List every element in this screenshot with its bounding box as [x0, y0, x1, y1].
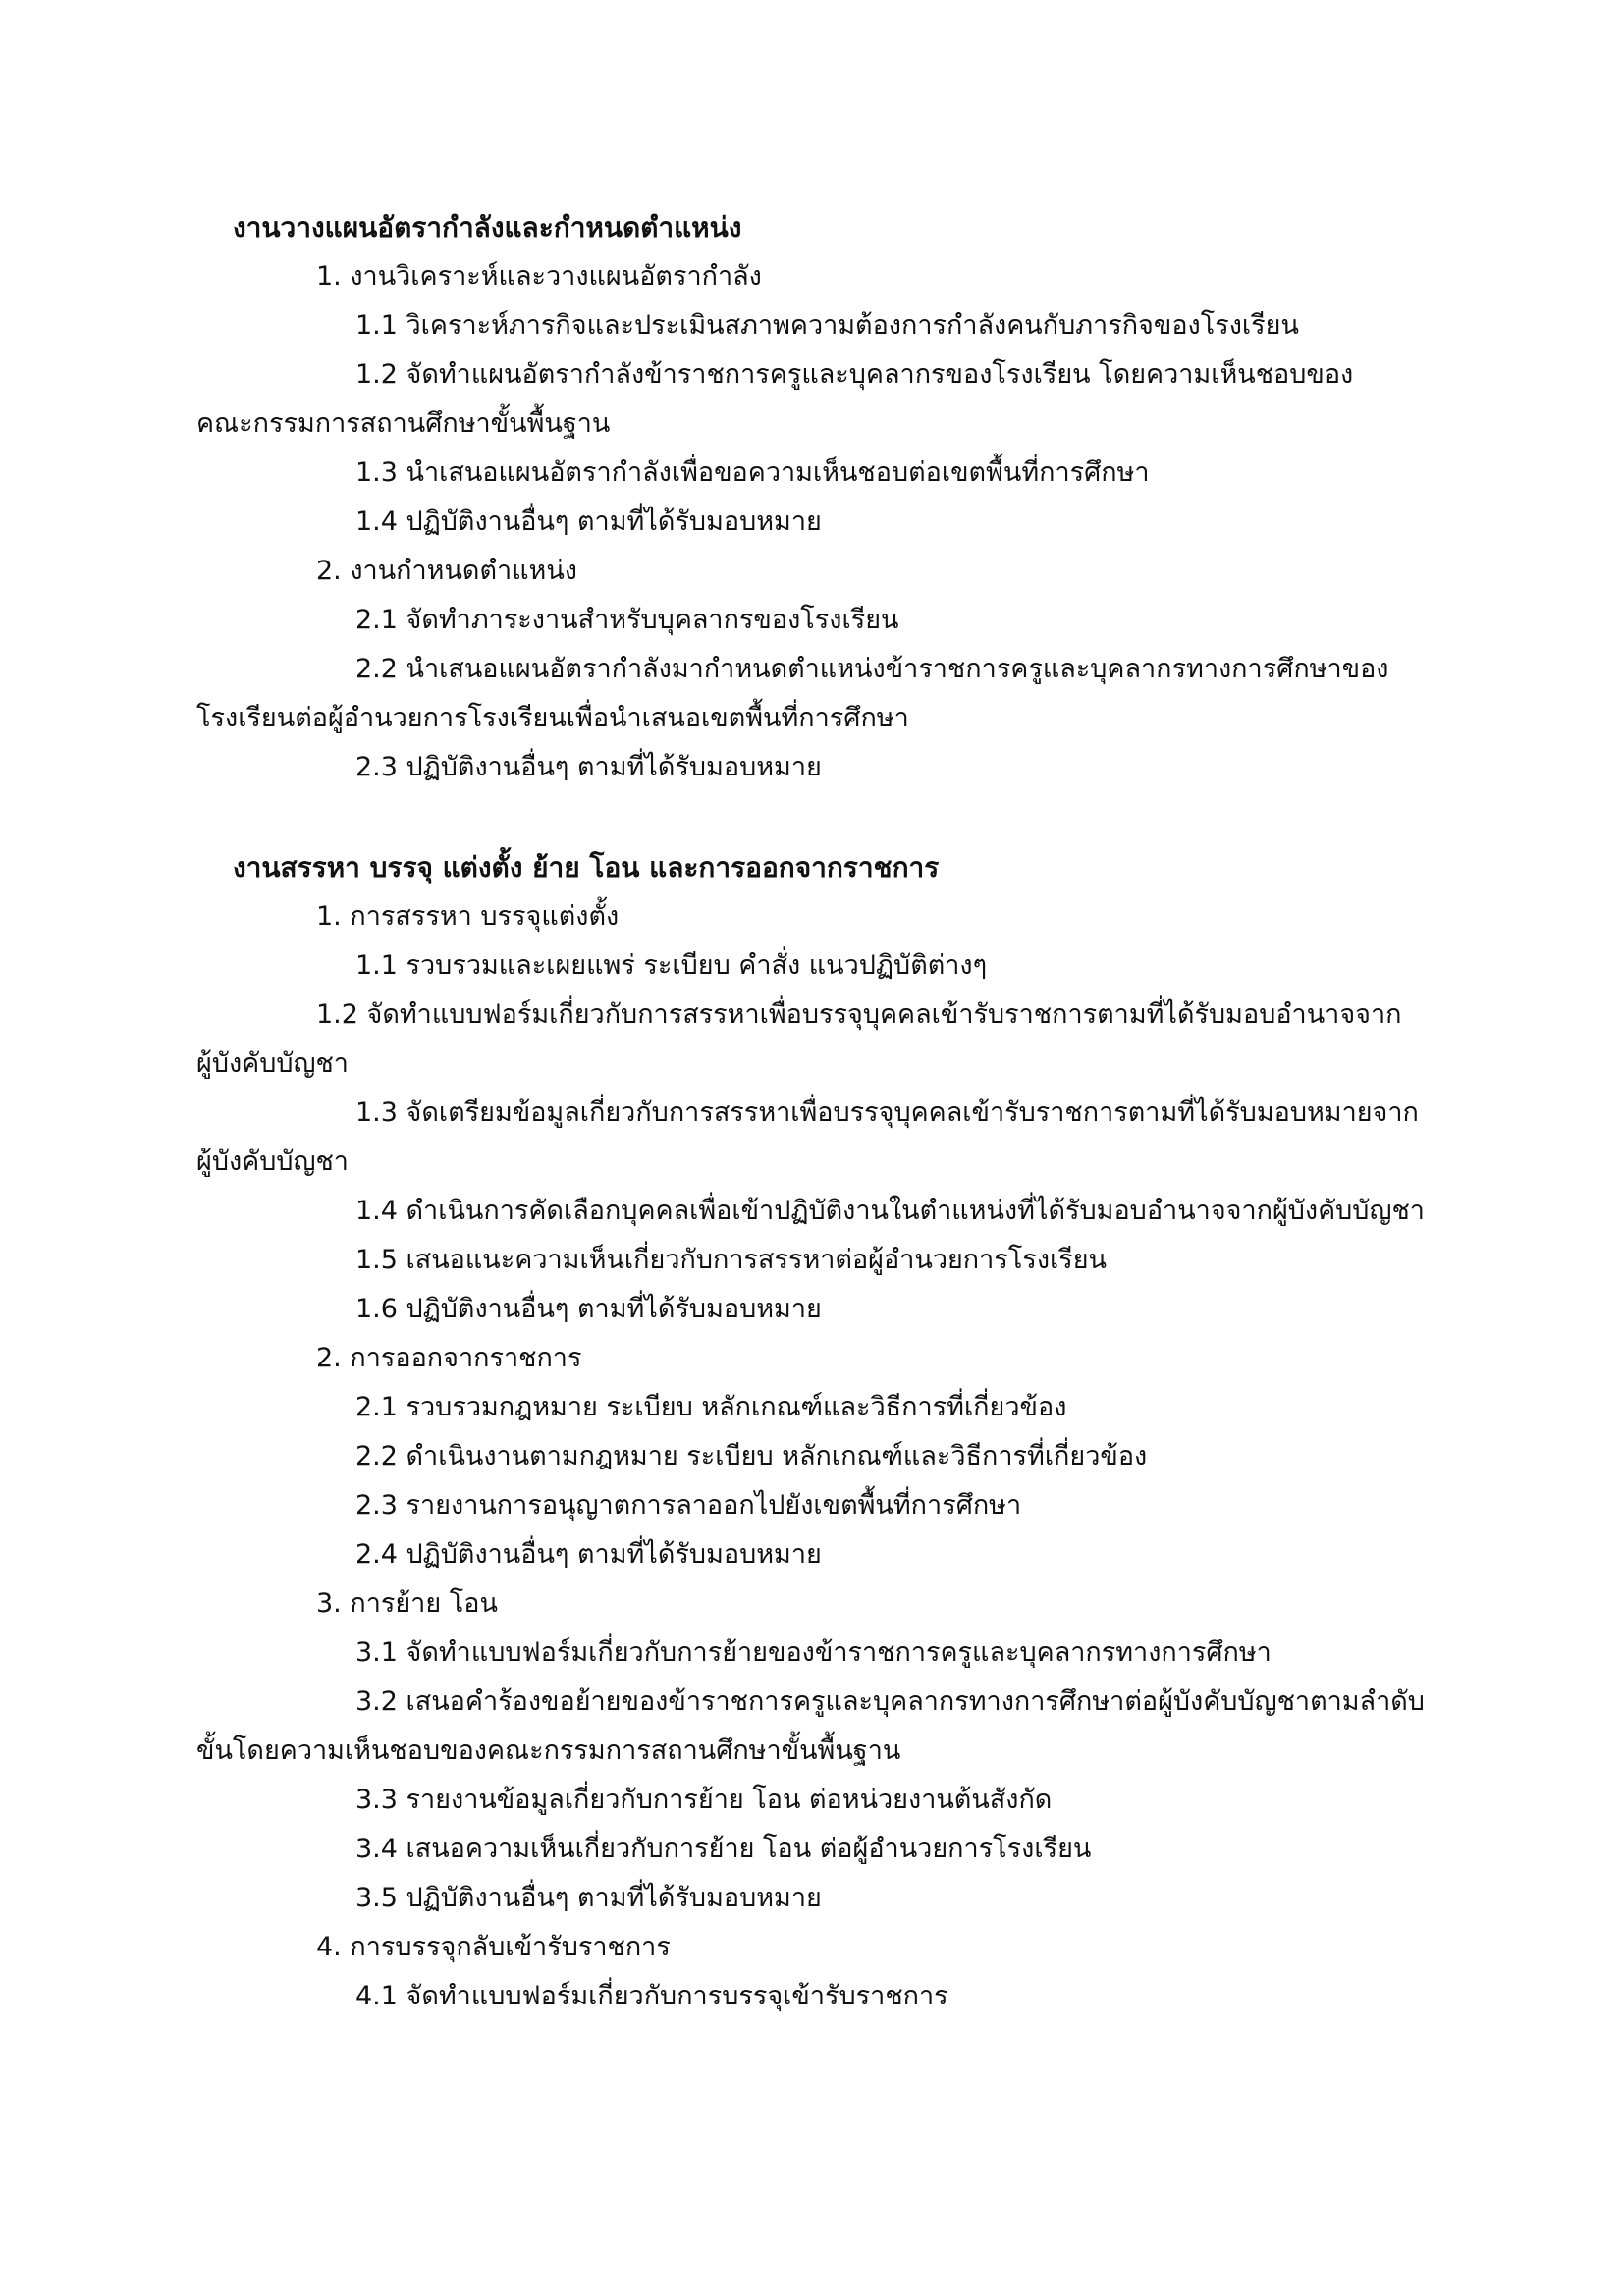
list-item: 2.1 รวบรวมกฎหมาย ระเบียบ หลักเกณฑ์และวิธีการที่เกี่ยวข้อง — [355, 1392, 1067, 1422]
list-item: 2.3 รายงานการอนุญาตการลาออกไปยังเขตพื้นที่การศึกษา — [355, 1490, 1022, 1521]
list-item: 1.2 จัดทำแบบฟอร์มเกี่ยวกับการสรรหาเพื่อบรรจุบุคคลเข้ารับราชการตามที่ได้รับมอบอำนาจจาก — [316, 999, 1402, 1030]
list-item: 3. การย้าย โอน — [316, 1588, 498, 1619]
list-item: 1.4 ดำเนินการคัดเลือกบุคคลเพื่อเข้าปฏิบัติงานในตำแหน่งที่ได้รับมอบอำนาจจากผู้บังคับบัญชา — [355, 1196, 1425, 1226]
list-item: 4.1 จัดทำแบบฟอร์มเกี่ยวกับการบรรจุเข้ารับราชการ — [355, 1981, 948, 2011]
list-item: 4. การบรรจุกลับเข้ารับราชการ — [316, 1932, 671, 1962]
list-item: 1.3 นำเสนอแผนอัตรากำลังเพื่อขอความเห็นชอบต่อเขตพื้นที่การศึกษา — [355, 457, 1150, 488]
section-heading: งานวางแผนอัตรากำลังและกำหนดตำแหน่ง — [233, 211, 742, 243]
list-item: 1.1 วิเคราะห์ภารกิจและประเมินสภาพความต้องการกำลังคนกับภารกิจของโรงเรียน — [355, 310, 1299, 341]
list-item: 1. การสรรหา บรรจุแต่งตั้ง — [316, 901, 620, 932]
list-item: 3.2 เสนอคำร้องขอย้ายของข้าราชการครูและบุคลากรทางการศึกษาต่อผู้บังคับบัญชาตามลำดับ — [355, 1686, 1425, 1717]
list-item-continuation: โรงเรียนต่อผู้อำนวยการโรงเรียนเพื่อนำเสนอเขตพื้นที่การศึกษา — [196, 703, 909, 733]
list-item: 2.2 ดำเนินงานตามกฎหมาย ระเบียบ หลักเกณฑ์และวิธีการที่เกี่ยวข้อง — [355, 1441, 1148, 1471]
list-item-continuation: ผู้บังคับบัญชา — [196, 1147, 349, 1177]
list-item: 1. งานวิเคราะห์และวางแผนอัตรากำลัง — [316, 261, 762, 292]
list-item: 1.5 เสนอแนะความเห็นเกี่ยวกับการสรรหาต่อผู้อำนวยการโรงเรียน — [355, 1245, 1108, 1275]
list-item-continuation: ผู้บังคับบัญชา — [196, 1048, 349, 1079]
list-item-continuation: ขั้นโดยความเห็นชอบของคณะกรรมการสถานศึกษาขั้นพื้นฐาน — [196, 1735, 901, 1766]
list-item: 1.6 ปฏิบัติงานอื่นๆ ตามที่ได้รับมอบหมาย — [355, 1294, 822, 1324]
list-item: 2. การออกจากราชการ — [316, 1343, 582, 1373]
list-item: 3.5 ปฏิบัติงานอื่นๆ ตามที่ได้รับมอบหมาย — [355, 1883, 822, 1913]
section-heading: งานสรรหา บรรจุ แต่งตั้ง ย้าย โอน และการออกจากราชการ — [233, 851, 940, 883]
list-item: 3.4 เสนอความเห็นเกี่ยวกับการย้าย โอน ต่อผู้อำนวยการโรงเรียน — [355, 1834, 1092, 1864]
list-item: 2.4 ปฏิบัติงานอื่นๆ ตามที่ได้รับมอบหมาย — [355, 1539, 822, 1570]
list-item: 2.2 นำเสนอแผนอัตรากำลังมากำหนดตำแหน่งข้าราชการครูและบุคลากรทางการศึกษาของ — [355, 654, 1389, 684]
list-item: 2. งานกำหนดตำแหน่ง — [316, 556, 577, 586]
list-item: 1.1 รวบรวมและเผยแพร่ ระเบียบ คำสั่ง แนวปฏิบัติต่างๆ — [355, 950, 988, 981]
list-item: 2.1 จัดทำภาระงานสำหรับบุคลากรของโรงเรียน — [355, 605, 899, 635]
list-item: 1.4 ปฏิบัติงานอื่นๆ ตามที่ได้รับมอบหมาย — [355, 507, 822, 537]
list-item: 1.3 จัดเตรียมข้อมูลเกี่ยวกับการสรรหาเพื่อบรรจุบุคคลเข้ารับราชการตามที่ได้รับมอบหมายจาก — [355, 1097, 1419, 1128]
list-item-continuation: คณะกรรมการสถานศึกษาขั้นพื้นฐาน — [196, 408, 611, 439]
list-item: 1.2 จัดทำแผนอัตรากำลังข้าราชการครูและบุคลากรของโรงเรียน โดยความเห็นชอบของ — [355, 359, 1354, 390]
list-item: 2.3 ปฏิบัติงานอื่นๆ ตามที่ได้รับมอบหมาย — [355, 752, 822, 782]
list-item: 3.3 รายงานข้อมูลเกี่ยวกับการย้าย โอน ต่อหน่วยงานต้นสังกัด — [355, 1785, 1053, 1815]
list-item: 3.1 จัดทำแบบฟอร์มเกี่ยวกับการย้ายของข้าราชการครูและบุคลากรทางการศึกษา — [355, 1637, 1272, 1668]
